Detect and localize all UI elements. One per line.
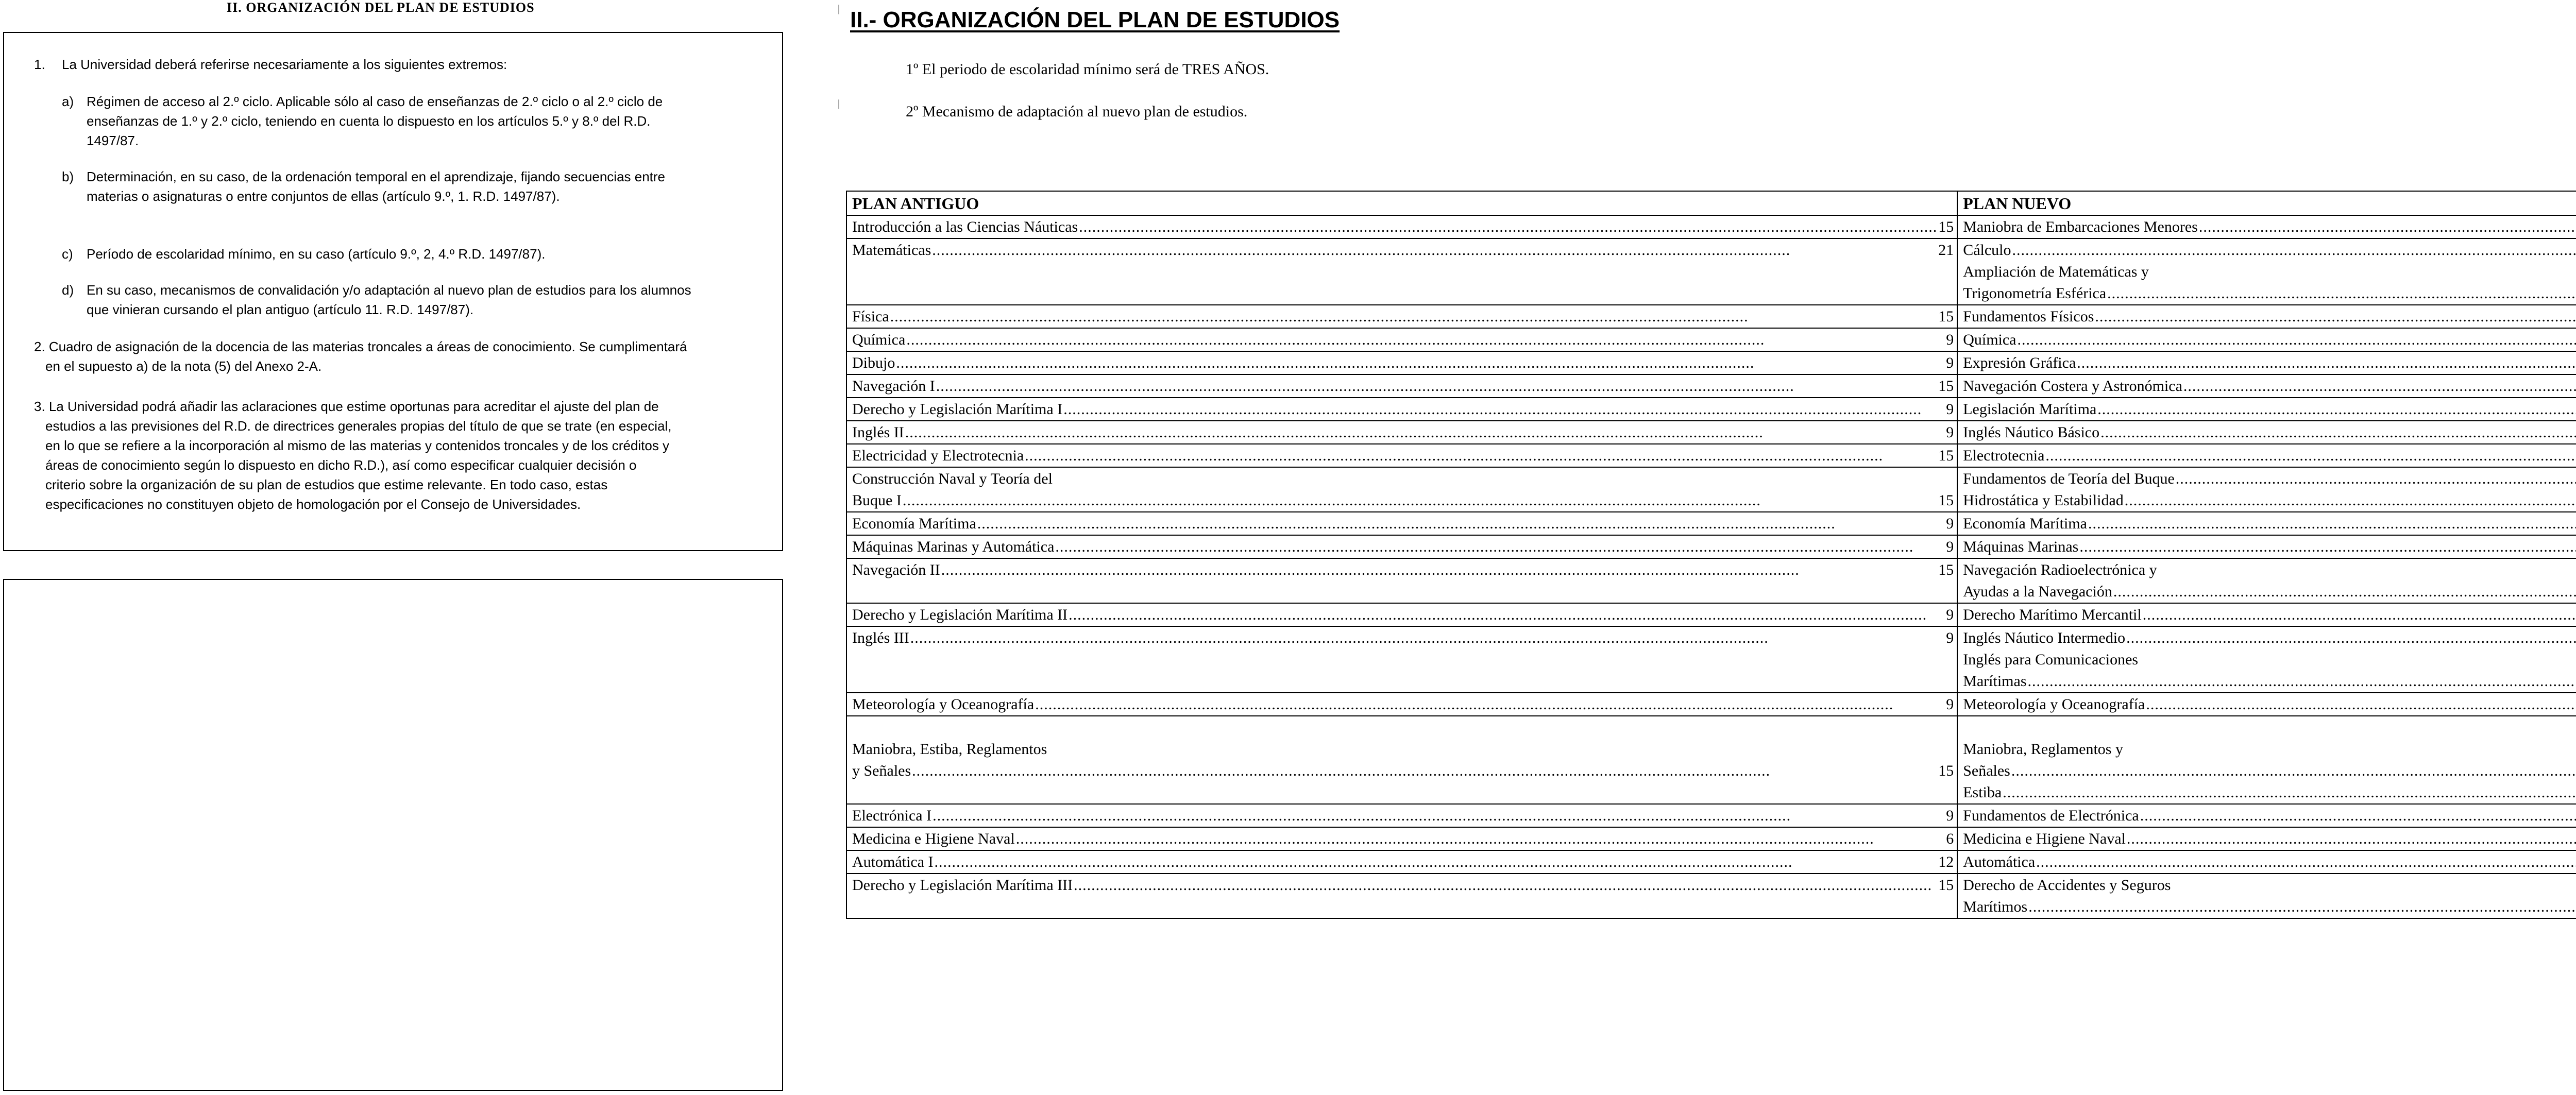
- leader-dots: [934, 851, 1937, 873]
- table-row: [846, 535, 2576, 558]
- old-plan-cell: [846, 716, 1957, 804]
- new-subject-line: [1963, 739, 2576, 760]
- subject-name: Ampliación de Matemáticas y: [1963, 263, 2149, 280]
- leader-dots: [2176, 468, 2576, 490]
- table-header-row: [846, 191, 2576, 215]
- subject-name: Química: [1963, 331, 2016, 348]
- leader-dots: [905, 422, 1945, 443]
- old-subject-line: [852, 694, 1954, 715]
- new-plan-cell: [1957, 804, 2576, 827]
- new-subject-line: [1963, 649, 2576, 671]
- leader-dots: [2107, 283, 2576, 304]
- left-page-title: II. ORGANIZACIÓN DEL PLAN DE ESTUDIOS: [227, 0, 535, 15]
- subject-name: Inglés II: [852, 424, 904, 441]
- old-subject-line: [852, 604, 1954, 626]
- credits-value: 9: [1946, 696, 1954, 713]
- column-header-new-plan: PLAN NUEVO: [1957, 191, 2576, 215]
- credits-value: 15: [1938, 877, 1954, 894]
- item-d-label: d): [62, 282, 74, 298]
- subject-name: Buque I: [852, 492, 902, 509]
- instructions-box: [3, 32, 783, 551]
- table-row: [846, 626, 2576, 693]
- credits-value: 9: [1946, 401, 1954, 418]
- new-subject-line: [1963, 468, 2576, 490]
- credits-value: 15: [1938, 762, 1954, 779]
- subject-name: Derecho y Legislación Marítima III: [852, 877, 1073, 894]
- leader-dots: [2127, 828, 2576, 850]
- subject-name: Expresión Gráfica: [1963, 354, 2076, 371]
- leader-dots: [2183, 375, 2576, 397]
- new-subject-line: [1963, 627, 2576, 649]
- scan-mark: |: [838, 98, 840, 109]
- right-page-title: II.- ORGANIZACIÓN DEL PLAN DE ESTUDIOS: [850, 7, 1340, 32]
- scan-mark: |: [838, 3, 840, 14]
- subject-name: Física: [852, 308, 889, 325]
- new-subject-line: [1963, 896, 2576, 918]
- leader-dots: [936, 375, 1937, 397]
- credits-value: 9: [1946, 538, 1954, 555]
- new-subject-line: [1963, 445, 2576, 467]
- table-row: [846, 374, 2576, 398]
- leader-dots: [2077, 352, 2576, 374]
- old-plan-cell: [846, 535, 1957, 558]
- leader-dots: [2126, 627, 2576, 649]
- column-header-old-plan: PLAN ANTIGUO: [846, 191, 1957, 215]
- item-1-text: La Universidad deberá referirse necesariamente a los siguientes extremos:: [62, 57, 507, 72]
- leader-dots: [933, 805, 1945, 827]
- new-plan-cell: [1957, 238, 2576, 305]
- subject-name: Economía Marítima: [852, 515, 976, 532]
- subject-name: Automática I: [852, 853, 934, 870]
- item-2-line-1: 2. Cuadro de asignación de la docencia de las materias troncales a áreas de conocimiento. Se cumplimentará: [34, 339, 687, 354]
- table-row: [846, 467, 2576, 512]
- leader-dots: [2140, 805, 2576, 827]
- subject-name: Marítimos: [1963, 898, 2028, 915]
- old-subject-line: [852, 445, 1954, 467]
- table-row: [846, 827, 2576, 850]
- item-a-label: a): [62, 94, 74, 109]
- table-row: [846, 874, 2576, 918]
- new-subject-line: [1963, 216, 2576, 238]
- leader-dots: [2088, 513, 2576, 535]
- new-subject-line: [1963, 306, 2576, 328]
- subject-name: Marítimas: [1963, 673, 2027, 690]
- leader-dots: [2036, 851, 2576, 873]
- item-b-line-1: Determinación, en su caso, de la ordenación temporal en el aprendizaje, fijando secuencias entre: [87, 169, 666, 184]
- subject-name: Automática: [1963, 853, 2036, 870]
- min-period-line: 1º El periodo de escolaridad mínimo será de TRES AÑOS.: [906, 61, 1269, 78]
- leader-dots: [2143, 604, 2576, 626]
- item-3-line-4: áreas de conocimiento según lo dispuesto en dicho R.D.), así como especificar cualquier decisión o: [45, 457, 637, 473]
- credits-value: 15: [1938, 218, 1954, 235]
- item-3-text: [34, 397, 671, 514]
- leader-dots: [977, 513, 1945, 535]
- old-subject-line: [852, 513, 1954, 535]
- old-plan-cell: [846, 328, 1957, 351]
- new-subject-line: [1963, 828, 2576, 850]
- leader-dots: [2018, 329, 2576, 351]
- new-subject-line: [1963, 329, 2576, 351]
- leader-dots: [2045, 445, 2576, 467]
- leader-dots: [906, 329, 1945, 351]
- table-row: [846, 804, 2576, 827]
- subject-name: Electrónica I: [852, 807, 932, 824]
- subject-name: Legislación Marítima: [1963, 401, 2097, 418]
- leader-dots: [932, 239, 1937, 261]
- item-c-label: c): [62, 246, 73, 262]
- leader-dots: [1069, 604, 1945, 626]
- table-row: [846, 351, 2576, 374]
- new-subject-line: [1963, 352, 2576, 374]
- leader-dots: [890, 306, 1938, 328]
- adaptation-line: 2º Mecanismo de adaptación al nuevo plan de estudios.: [906, 103, 1248, 120]
- item-d-line-2: que vinieran cursando el plan antiguo (artículo 11. R.D. 1497/87).: [87, 302, 474, 317]
- old-subject-line: [852, 422, 1954, 443]
- item-a-line-1: Régimen de acceso al 2.º ciclo. Aplicable sólo al caso de enseñanzas de 2.º ciclo o al 2.º ciclo de: [87, 94, 663, 109]
- subject-name: Navegación I: [852, 378, 935, 395]
- new-plan-cell: [1957, 535, 2576, 558]
- table-row: [846, 421, 2576, 444]
- table-row: [846, 603, 2576, 626]
- leader-dots: [1074, 875, 1937, 896]
- item-3-line-1: 3. La Universidad podrá añadir las aclaraciones que estime oportunas para acreditar el ajuste del plan de: [34, 399, 659, 414]
- table-row: [846, 512, 2576, 535]
- new-subject-line: [1963, 513, 2576, 535]
- subject-name: Navegación Costera y Astronómica: [1963, 378, 2182, 395]
- table-row: [846, 328, 2576, 351]
- old-plan-cell: [846, 558, 1957, 603]
- subject-name: Inglés Náutico Básico: [1963, 424, 2100, 441]
- item-3-line-6: especificaciones no constituyen objeto de homologación por el Consejo de Universidades.: [45, 497, 581, 512]
- new-plan-cell: [1957, 444, 2576, 467]
- new-plan-cell: [1957, 874, 2576, 918]
- new-plan-cell: [1957, 827, 2576, 850]
- subject-name: Medicina e Higiene Naval: [1963, 830, 2126, 847]
- subject-name: Hidrostática y Estabilidad: [1963, 492, 2124, 509]
- subject-name: Electrotecnia: [1963, 447, 2045, 464]
- leader-dots: [2113, 581, 2576, 603]
- old-subject-line: [852, 760, 1954, 782]
- item-a-line-2: enseñanzas de 1.º y 2.º ciclo, teniendo en cuenta lo dispuesto en los artículos 5.º y 8.º del R.D.: [87, 113, 651, 129]
- new-plan-cell: [1957, 558, 2576, 603]
- leader-dots: [910, 627, 1945, 649]
- leader-dots: [1016, 828, 1945, 850]
- subject-name: Derecho de Accidentes y Seguros: [1963, 877, 2171, 894]
- item-2-text: [34, 337, 687, 376]
- empty-box: [3, 579, 783, 1091]
- old-subject-line: [852, 805, 1954, 827]
- leader-dots: [2012, 239, 2576, 261]
- item-3-line-5: criterio sobre la organización de su plan de estudios que estime relevante. En todo caso, estas: [45, 477, 608, 492]
- subject-name: Fundamentos Físicos: [1963, 308, 2094, 325]
- old-plan-cell: [846, 238, 1957, 305]
- new-subject-line: [1963, 536, 2576, 558]
- old-subject-line: [852, 559, 1954, 581]
- leader-dots: [1079, 216, 1937, 238]
- subject-name: Construcción Naval y Teoría del: [852, 470, 1053, 487]
- credits-value: 15: [1938, 492, 1954, 509]
- new-subject-line: [1963, 671, 2576, 692]
- subject-name: Navegación Radioelectrónica y: [1963, 561, 2157, 578]
- new-plan-cell: [1957, 351, 2576, 374]
- new-subject-line: [1963, 399, 2576, 420]
- old-plan-cell: [846, 693, 1957, 716]
- old-subject-line: [852, 468, 1954, 490]
- credits-value: 15: [1938, 378, 1954, 395]
- credits-value: 9: [1946, 606, 1954, 623]
- old-subject-line: [852, 627, 1954, 649]
- table-row: [846, 215, 2576, 238]
- credits-value: 9: [1946, 515, 1954, 532]
- new-subject-line: [1963, 581, 2576, 603]
- item-d-text: [87, 280, 691, 319]
- subject-name: Señales: [1963, 762, 2010, 779]
- old-plan-cell: [846, 804, 1957, 827]
- new-plan-cell: [1957, 716, 2576, 804]
- new-subject-line: [1963, 851, 2576, 873]
- table-row: [846, 558, 2576, 603]
- subject-name: Economía Marítima: [1963, 515, 2087, 532]
- new-subject-line: [1963, 760, 2576, 782]
- item-b-line-2: materias o asignaturas o entre conjuntos de ellas (artículo 9.º, 1. R.D. 1497/87).: [87, 189, 560, 204]
- credits-value: 6: [1946, 830, 1954, 847]
- new-plan-cell: [1957, 421, 2576, 444]
- leader-dots: [2028, 896, 2576, 918]
- old-plan-cell: [846, 467, 1957, 512]
- subject-name: Navegación II: [852, 561, 940, 578]
- old-plan-cell: [846, 215, 1957, 238]
- new-plan-cell: [1957, 512, 2576, 535]
- subject-name: Trigonometría Esférica: [1963, 285, 2107, 302]
- old-subject-line: [852, 851, 1954, 873]
- new-plan-cell: [1957, 305, 2576, 328]
- subject-name: Derecho Marítimo Mercantil: [1963, 606, 2142, 623]
- subject-name: Inglés para Comunicaciones: [1963, 651, 2139, 668]
- item-a-line-3: 1497/87.: [87, 133, 139, 148]
- credits-value: 15: [1938, 308, 1954, 325]
- table-row: [846, 850, 2576, 874]
- subject-name: Inglés III: [852, 629, 909, 646]
- subject-name: Estiba: [1963, 784, 2002, 801]
- adaptation-table: [846, 191, 2576, 919]
- old-subject-line: [852, 490, 1954, 511]
- credits-value: 9: [1946, 331, 1954, 348]
- old-subject-line: [852, 828, 1954, 850]
- subject-name: Maniobra, Reglamentos y: [1963, 741, 2123, 758]
- old-plan-cell: [846, 850, 1957, 874]
- old-plan-cell: [846, 444, 1957, 467]
- leader-dots: [1063, 399, 1945, 420]
- item-c-text: Período de escolaridad mínimo, en su caso (artículo 9.º, 2, 4.º R.D. 1497/87).: [87, 246, 546, 262]
- credits-value: 9: [1946, 807, 1954, 824]
- leader-dots: [2146, 694, 2576, 715]
- new-subject-line: [1963, 239, 2576, 261]
- subject-name: Electricidad y Electrotecnia: [852, 447, 1024, 464]
- subject-name: Maniobra de Embarcaciones Menores: [1963, 218, 2198, 235]
- new-plan-cell: [1957, 603, 2576, 626]
- new-subject-line: [1963, 782, 2576, 803]
- old-subject-line: [852, 352, 1954, 374]
- old-subject-line: [852, 875, 1954, 896]
- subject-name: Matemáticas: [852, 242, 931, 259]
- leader-dots: [941, 559, 1937, 581]
- leader-dots: [2003, 782, 2576, 803]
- credits-value: 15: [1938, 447, 1954, 464]
- table-row: [846, 693, 2576, 716]
- subject-name: Maniobra, Estiba, Reglamentos: [852, 741, 1047, 758]
- old-subject-line: [852, 536, 1954, 558]
- leader-dots: [912, 760, 1937, 782]
- item-b-text: [87, 167, 665, 206]
- old-subject-line: [852, 216, 1954, 238]
- table-row: [846, 238, 2576, 305]
- leader-dots: [2125, 490, 2576, 511]
- new-subject-line: [1963, 875, 2576, 896]
- subject-name: Máquinas Marinas: [1963, 538, 2079, 555]
- subject-name: Medicina e Higiene Naval: [852, 830, 1015, 847]
- new-plan-cell: [1957, 850, 2576, 874]
- leader-dots: [2199, 216, 2576, 238]
- leader-dots: [2028, 671, 2576, 692]
- old-plan-cell: [846, 421, 1957, 444]
- credits-value: 9: [1946, 629, 1954, 646]
- subject-name: Meteorología y Oceanografía: [1963, 696, 2145, 713]
- leader-dots: [2100, 422, 2576, 443]
- credits-value: 9: [1946, 354, 1954, 371]
- subject-name: Derecho y Legislación Marítima I: [852, 401, 1063, 418]
- old-subject-line: [852, 329, 1954, 351]
- item-3-line-3: en lo que se refiere a la incorporación al mismo de las materias y contenidos troncales y de los créditos y: [45, 438, 670, 453]
- leader-dots: [1035, 694, 1945, 715]
- new-plan-cell: [1957, 693, 2576, 716]
- new-subject-line: [1963, 694, 2576, 715]
- item-1-number: 1.: [34, 57, 45, 72]
- new-subject-line: [1963, 375, 2576, 397]
- leader-dots: [903, 490, 1937, 511]
- old-plan-cell: [846, 603, 1957, 626]
- leader-dots: [896, 352, 1945, 374]
- new-subject-line: [1963, 805, 2576, 827]
- leader-dots: [2095, 306, 2576, 328]
- subject-name: Química: [852, 331, 906, 348]
- leader-dots: [2011, 760, 2576, 782]
- subject-name: Máquinas Marinas y Automática: [852, 538, 1055, 555]
- old-plan-cell: [846, 351, 1957, 374]
- new-plan-cell: [1957, 398, 2576, 421]
- table-row: [846, 444, 2576, 467]
- new-subject-line: [1963, 490, 2576, 511]
- new-subject-line: [1963, 604, 2576, 626]
- item-b-label: b): [62, 169, 74, 184]
- new-subject-line: [1963, 559, 2576, 581]
- old-subject-line: [852, 399, 1954, 420]
- subject-name: Cálculo: [1963, 242, 2011, 259]
- old-plan-cell: [846, 827, 1957, 850]
- new-subject-line: [1963, 283, 2576, 304]
- item-d-line-1: En su caso, mecanismos de convalidación y/o adaptación al nuevo plan de estudios para los alumnos: [87, 282, 691, 298]
- table-row: [846, 716, 2576, 804]
- new-plan-cell: [1957, 215, 2576, 238]
- item-3-line-2: estudios a las previsiones del R.D. de directrices generales propias del título de que se trate (en especial,: [45, 418, 672, 434]
- old-plan-cell: [846, 626, 1957, 693]
- new-plan-cell: [1957, 467, 2576, 512]
- table-row: [846, 305, 2576, 328]
- credits-value: 21: [1938, 242, 1954, 259]
- old-subject-line: [852, 375, 1954, 397]
- new-plan-cell: [1957, 374, 2576, 398]
- old-subject-line: [852, 239, 1954, 261]
- old-plan-cell: [846, 874, 1957, 918]
- subject-name: Fundamentos de Teoría del Buque: [1963, 470, 2175, 487]
- leader-dots: [2079, 536, 2576, 558]
- subject-name: y Señales: [852, 762, 911, 779]
- subject-name: Meteorología y Oceanografía: [852, 696, 1035, 713]
- new-subject-line: [1963, 261, 2576, 283]
- new-plan-cell: [1957, 626, 2576, 693]
- table-row: [846, 398, 2576, 421]
- item-a-text: [87, 92, 663, 150]
- leader-dots: [2097, 399, 2576, 420]
- item-2-line-2: en el supuesto a) de la nota (5) del Anexo 2-A.: [45, 358, 322, 374]
- old-plan-cell: [846, 374, 1957, 398]
- new-subject-line: [1963, 422, 2576, 443]
- old-plan-cell: [846, 512, 1957, 535]
- new-plan-cell: [1957, 328, 2576, 351]
- credits-value: 15: [1938, 561, 1954, 578]
- subject-name: Dibujo: [852, 354, 895, 371]
- subject-name: Introducción a las Ciencias Náuticas: [852, 218, 1078, 235]
- credits-value: 9: [1946, 424, 1954, 441]
- old-plan-cell: [846, 398, 1957, 421]
- old-plan-cell: [846, 305, 1957, 328]
- leader-dots: [1055, 536, 1945, 558]
- subject-name: Fundamentos de Electrónica: [1963, 807, 2139, 824]
- old-subject-line: [852, 306, 1954, 328]
- subject-name: Inglés Náutico Intermedio: [1963, 629, 2126, 646]
- leader-dots: [1025, 445, 1937, 467]
- credits-value: 12: [1938, 853, 1954, 870]
- subject-name: Derecho y Legislación Marítima II: [852, 606, 1068, 623]
- old-subject-line: [852, 739, 1954, 760]
- subject-name: Ayudas a la Navegación: [1963, 583, 2112, 600]
